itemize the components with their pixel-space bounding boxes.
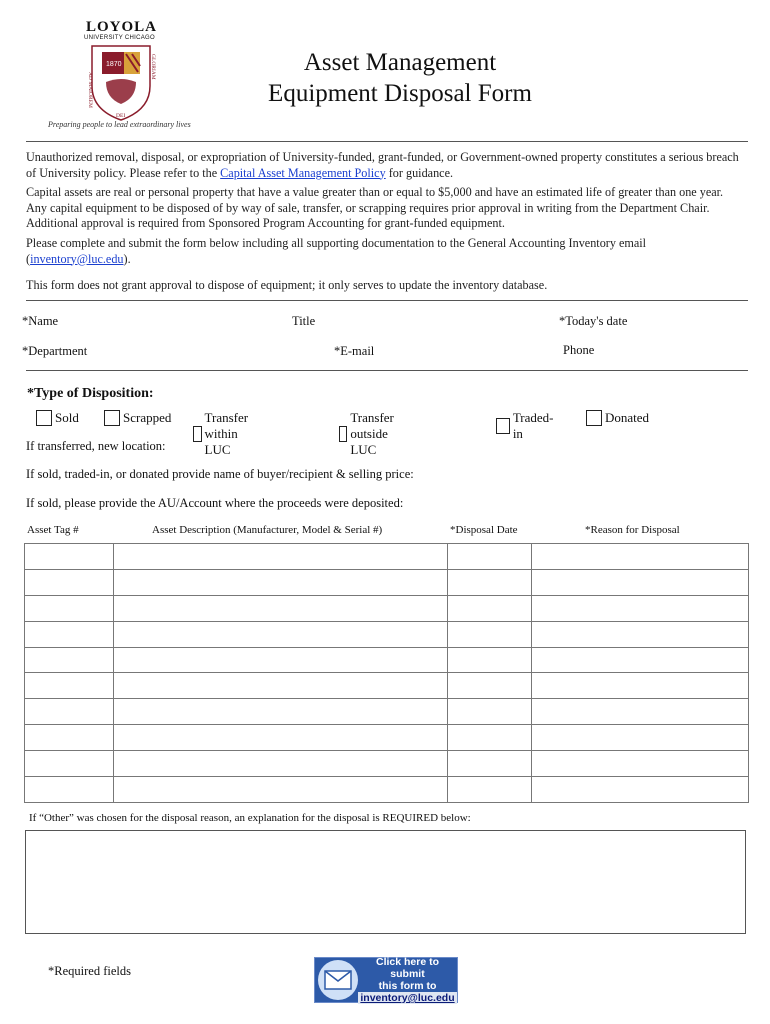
checkbox-traded-in[interactable]: Traded-in (496, 410, 556, 442)
asset-description-cell[interactable] (114, 777, 448, 803)
phone-field-label[interactable]: Phone (563, 343, 595, 357)
table-row (25, 569, 749, 595)
reason-cell[interactable] (532, 673, 749, 699)
asset-tag-cell[interactable] (25, 725, 114, 751)
disposal-date-cell[interactable] (448, 725, 532, 751)
date-field-label[interactable]: *Today's date (559, 314, 628, 328)
disposal-date-cell[interactable] (448, 673, 532, 699)
table-row (25, 777, 749, 803)
table-row (25, 595, 749, 621)
asset-tag-cell[interactable] (25, 569, 114, 595)
asset-tag-cell[interactable] (25, 699, 114, 725)
seal-motto-right: GLORIAM (150, 54, 156, 80)
asset-description-cell[interactable] (114, 725, 448, 751)
disposal-date-cell[interactable] (448, 751, 532, 777)
header-reason: *Reason for Disposal (585, 524, 680, 536)
checkbox-scrapped[interactable]: Scrapped (104, 410, 171, 426)
title-line-2: Equipment Disposal Form (268, 80, 532, 107)
disposal-date-cell[interactable] (448, 647, 532, 673)
asset-description-cell[interactable] (114, 569, 448, 595)
submit-email-address: inventory@luc.edu (360, 992, 455, 1004)
envelope-icon (318, 960, 358, 1000)
explanation-label: If “Other” was chosen for the disposal reason, an explanation for the disposal is REQUIRED below: (29, 812, 471, 824)
disposition-heading: *Type of Disposition: (27, 386, 154, 401)
seal-motto-bottom: DEI (116, 113, 126, 119)
asset-tag-cell[interactable] (25, 777, 114, 803)
checkbox-donated[interactable]: Donated (586, 410, 649, 426)
table-row (25, 621, 749, 647)
divider-top (26, 141, 748, 142)
name-field-label[interactable]: *Name (22, 314, 59, 328)
reason-cell[interactable] (532, 777, 749, 803)
asset-tag-cell[interactable] (25, 751, 114, 777)
asset-tag-cell[interactable] (25, 595, 114, 621)
table-row (25, 699, 749, 725)
submit-email-button[interactable] (314, 957, 458, 1003)
divider-fields (26, 370, 748, 371)
table-row (25, 673, 749, 699)
email-field-label[interactable]: *E-mail (334, 344, 375, 358)
submit-button-text: Click here to submit this form to inventory@luc.edu (360, 956, 455, 1004)
inventory-email-link[interactable]: inventory@luc.edu (30, 251, 124, 266)
table-row (25, 544, 749, 570)
header-asset-tag: Asset Tag # (27, 524, 79, 536)
asset-description-cell[interactable] (114, 673, 448, 699)
asset-table (24, 543, 749, 803)
capital-assets-paragraph: Capital assets are real or personal property that have a value greater than or equal to $5,000 and have an estimated life of greater than one year. Any capital equipment to be disposed of by way of sale, transfer, or scrapping requires prior approval in writing from the Department Chair. Additional approval is required from Sponsored Program Accounting for grant-funded equipment. (26, 185, 724, 231)
seal-motto-left: AD MAIOREM (87, 72, 93, 108)
table-row (25, 647, 749, 673)
disposal-date-cell[interactable] (448, 777, 532, 803)
logo-tagline: Preparing people to lead extraordinary lives (48, 120, 191, 129)
asset-description-cell[interactable] (114, 647, 448, 673)
submit-instructions: Please complete and submit the form below including all supporting documentation to the General Accounting Inventory email (inventory@luc.edu). (26, 236, 647, 266)
table-row (25, 751, 749, 777)
header-disposal-date: *Disposal Date (450, 524, 518, 536)
disposal-date-cell[interactable] (448, 569, 532, 595)
header-asset-description: Asset Description (Manufacturer, Model & Serial #) (152, 524, 383, 536)
checkbox-transfer-within[interactable]: Transfer within LUC (193, 410, 256, 458)
reason-cell[interactable] (532, 569, 749, 595)
reason-cell[interactable] (532, 544, 749, 570)
required-fields-note: *Required fields (48, 964, 131, 978)
asset-description-cell[interactable] (114, 699, 448, 725)
checkbox-transfer-outside[interactable]: Transfer outside LUC (339, 410, 402, 458)
asset-tag-cell[interactable] (25, 621, 114, 647)
disclaimer-text: This form does not grant approval to dispose of equipment; it only serves to update the inventory database. (26, 278, 548, 292)
new-location-label[interactable]: If transferred, new location: (26, 439, 166, 453)
policy-link[interactable]: Capital Asset Management Policy (220, 165, 386, 180)
policy-paragraph: Unauthorized removal, disposal, or expropriation of University-funded, grant-funded, or Government-owned property constitutes a serious breach of University policy. Please refer to the Capital Asset Management Policy for guidance. (26, 150, 739, 180)
buyer-recipient-label[interactable]: If sold, traded-in, or donated provide name of buyer/recipient & selling price: (26, 467, 414, 481)
disposal-date-cell[interactable] (448, 595, 532, 621)
department-field-label[interactable]: *Department (22, 344, 88, 358)
disposal-date-cell[interactable] (448, 699, 532, 725)
asset-description-cell[interactable] (114, 544, 448, 570)
title-field-label[interactable]: Title (292, 314, 316, 328)
reason-cell[interactable] (532, 621, 749, 647)
seal-year: 1870 (106, 61, 122, 68)
asset-tag-cell[interactable] (25, 647, 114, 673)
asset-description-cell[interactable] (114, 751, 448, 777)
university-seal-icon (86, 42, 156, 122)
table-row (25, 725, 749, 751)
divider-middle (26, 300, 748, 301)
reason-cell[interactable] (532, 595, 749, 621)
asset-description-cell[interactable] (114, 595, 448, 621)
asset-tag-cell[interactable] (25, 544, 114, 570)
proceeds-account-label[interactable]: If sold, please provide the AU/Account where the proceeds were deposited: (26, 496, 404, 510)
asset-description-cell[interactable] (114, 621, 448, 647)
reason-cell[interactable] (532, 647, 749, 673)
explanation-textarea[interactable] (25, 830, 746, 934)
disposal-date-cell[interactable] (448, 621, 532, 647)
asset-tag-cell[interactable] (25, 673, 114, 699)
logo-wordmark: LOYOLA (86, 19, 158, 35)
reason-cell[interactable] (532, 725, 749, 751)
title-line-1: Asset Management (303, 49, 497, 76)
disposal-date-cell[interactable] (448, 544, 532, 570)
page-title (200, 47, 600, 109)
reason-cell[interactable] (532, 699, 749, 725)
logo-subtitle: UNIVERSITY CHICAGO (84, 35, 155, 41)
reason-cell[interactable] (532, 751, 749, 777)
checkbox-sold[interactable]: Sold (36, 410, 79, 426)
